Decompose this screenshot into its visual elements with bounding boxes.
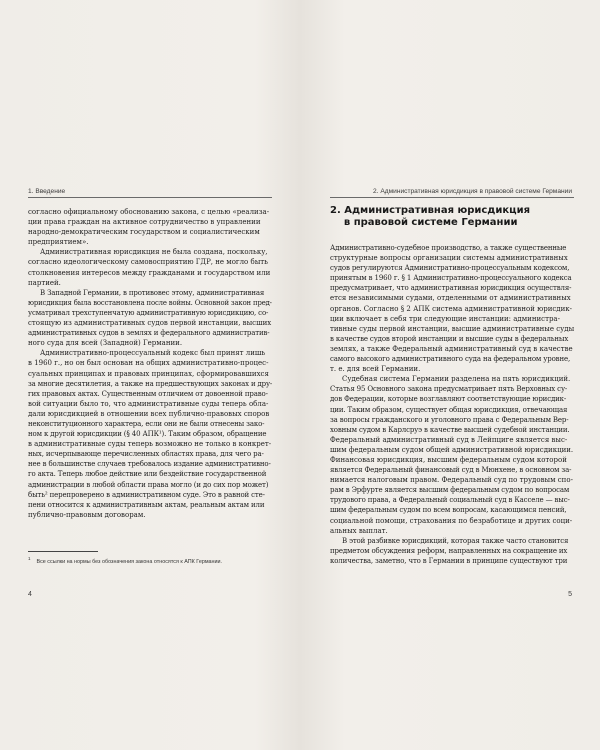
text-line: нимается налоговым правом. Федеральный суд по трудовым спо- xyxy=(330,476,573,485)
left-running-head: 1. Введение xyxy=(28,188,66,195)
text-line: согласно официальному обоснованию закона, с целью «реализа- xyxy=(28,208,270,216)
text-line: органов. Согласно § 2 АПК система административной юрисдик- xyxy=(330,304,573,313)
section-title xyxy=(330,205,574,229)
text-line: альных выплат. xyxy=(330,526,388,535)
text-line: народно-демократическим государством и социалистическим xyxy=(28,228,260,237)
text-line: стоящую из административных судов первой инстанции, высших xyxy=(28,319,272,328)
right-page-number: 5 xyxy=(568,591,572,598)
text-line: В Западной Германии, в противовес этому, административная xyxy=(40,288,265,297)
text-line: ции права граждан на активное сотрудничество в управлении xyxy=(28,218,261,227)
section-title-line: 2. Административная юрисдикция xyxy=(330,205,530,216)
text-line: Административно-процессуальный кодекс был принят лишь xyxy=(40,349,266,358)
text-line: столкновения интересов между гражданами и государством или xyxy=(28,268,271,277)
section-title-line: в правовой системе Германии xyxy=(330,217,518,228)
paragraph xyxy=(28,207,272,247)
text-line: го акта. Теперь любое действие или бездействие государственной xyxy=(28,470,267,479)
text-line: количества, заметно, что в Германии в принципе существуют три xyxy=(330,556,568,565)
text-line: быть² перепроверено в административном суде. Это в равной сте- xyxy=(28,490,265,499)
text-line: землях, а также Федеральный административный суд в качестве xyxy=(330,344,573,353)
text-line: предметом обсуждения реформ, направленных на сокращение их xyxy=(330,546,568,555)
paragraph xyxy=(28,247,272,287)
text-line: Административно-судебное производство, а также существенные xyxy=(330,244,567,252)
text-line: за вопросы гражданского и уголовного права с Федеральным Вер- xyxy=(330,415,569,424)
paragraph xyxy=(330,536,574,566)
text-line: администрации в любой области права могло (и до сих пор может) xyxy=(28,480,269,489)
text-line: в качестве судов второй инстанции и высшие суды в федеральных xyxy=(330,334,569,343)
text-line: административных судов в землях и федерального административ- xyxy=(28,329,270,338)
right-running-head: 2. Административная юрисдикция в правовой системе Германии xyxy=(373,188,572,195)
text-line: в 1960 г., но он был основан на общих административно-процес- xyxy=(28,359,269,368)
text-line: пени относится к административным актам, реальным актам или xyxy=(28,500,265,509)
text-line: рам в Эрфурте является высшим федеральным судом по вопросам xyxy=(330,486,570,495)
text-line: суальных принципах и правовых принципах, сформировавшихся xyxy=(28,369,269,378)
left-body-text xyxy=(28,207,272,520)
right-header-rule xyxy=(330,197,574,198)
text-line: предусматривает, что административная юрисдикция осуществля- xyxy=(330,284,572,293)
text-line: Административная юрисдикция не была создана, поскольку, xyxy=(40,248,268,257)
text-line: дали юрисдикцией в отношении всех публично-правовых споров xyxy=(28,409,270,418)
text-line: юрисдикция была восстановлена после войны. Основной закон пред- xyxy=(28,298,272,307)
text-line: структурные вопросы организации системы административных xyxy=(330,254,568,263)
paragraph xyxy=(330,243,574,374)
footnote-text: Все ссылки на нормы без обозначения закона относятся к АПК Германии. xyxy=(36,558,223,565)
text-line: согласно идеологическому самовосприятию ГДР, не могло быть xyxy=(28,258,268,267)
text-line: Федеральный административный суд в Лейпциге является выс- xyxy=(330,435,568,444)
text-line: судов регулируются Административно-процессуальным кодексом, xyxy=(330,264,570,273)
right-body-text xyxy=(330,205,574,566)
text-line: шим федеральным судом общей административной юрисдикции. xyxy=(330,445,574,454)
text-line: нее в большинстве случаев требовалось издание административно- xyxy=(28,460,271,469)
text-line: Статья 95 Основного закона предусматривает пять Верховных су- xyxy=(330,385,568,394)
text-line: шим федеральным судом по всем вопросам, касающимся пенсий, xyxy=(330,506,567,515)
text-line: ховным судом в Карлсруэ в качестве высшей судебной инстанции. xyxy=(330,425,570,434)
text-line: В этой разбивке юрисдикций, которая также часто становится xyxy=(342,536,569,545)
text-line: неконституционного характера, если они не были отнесены зако- xyxy=(28,419,265,428)
left-page-number: 4 xyxy=(28,591,32,598)
right-page xyxy=(300,0,600,750)
text-line: ном к другой юрисдикции (§ 40 АПК¹). Таким образом, обращение xyxy=(28,430,267,439)
text-line: ции. Таким образом, существует общая юрисдикция, отвечающая xyxy=(330,405,568,414)
text-line: является Федеральный финансовый суд в Мюнхене, в основном за- xyxy=(330,466,572,475)
text-line: партией. xyxy=(28,278,61,287)
text-line: трудового права, а Федеральный социальный суд в Касселе — выс- xyxy=(330,496,570,505)
text-line: ции включает в себя три следующие инстанции: администра- xyxy=(330,314,560,323)
text-line: усматривал трехступенчатую административную юрисдикцию, со- xyxy=(28,308,269,317)
text-line: Судебная система Германии разделена на пять юрисдикций. xyxy=(342,375,571,384)
left-header-rule xyxy=(28,197,272,198)
footnote-marker: 1 xyxy=(28,556,31,561)
text-line: ных, исчерпывающе перечисленных областях права, для чего ра- xyxy=(28,450,264,459)
text-line: самого высокого административного суда на федеральном уровне, xyxy=(330,355,571,364)
footnote-rule xyxy=(28,551,98,552)
text-line: принятым в 1960 г. § 1 Административно-процессуального кодекса xyxy=(330,274,572,283)
paragraph xyxy=(28,288,272,349)
text-line: за многие десятилетия, а также на предшествующих законах и дру- xyxy=(28,379,273,388)
paragraph xyxy=(28,348,272,520)
text-line: публично-правовым договорам. xyxy=(28,510,146,519)
text-line: тивные суды первой инстанции, высшие административные суды xyxy=(330,324,575,333)
text-line: вой ситуации было то, что административные суды теперь обла- xyxy=(28,399,269,408)
paragraph xyxy=(330,374,574,536)
text-line: предприятием». xyxy=(28,238,89,247)
footnote xyxy=(28,556,272,565)
text-line: социальной помощи, страхования по безработице и других соци- xyxy=(330,516,573,525)
text-line: Финансовая юрисдикция, высшим федеральным судом которой xyxy=(330,455,567,464)
text-line: ется независимыми судами, отделенными от административных xyxy=(330,294,571,303)
text-line: ного суда для всей (Западной) Германии. xyxy=(28,339,183,348)
text-line: гих правовых актах. Существенным отличием от довоенной право- xyxy=(28,389,268,398)
text-line: т. е. для всей Германии. xyxy=(330,365,421,374)
text-line: дов Федерации, которые возглавляют соответствующие юрисдик- xyxy=(330,395,567,404)
text-line: в административные суды теперь возможно не только в конкрет- xyxy=(28,440,272,449)
